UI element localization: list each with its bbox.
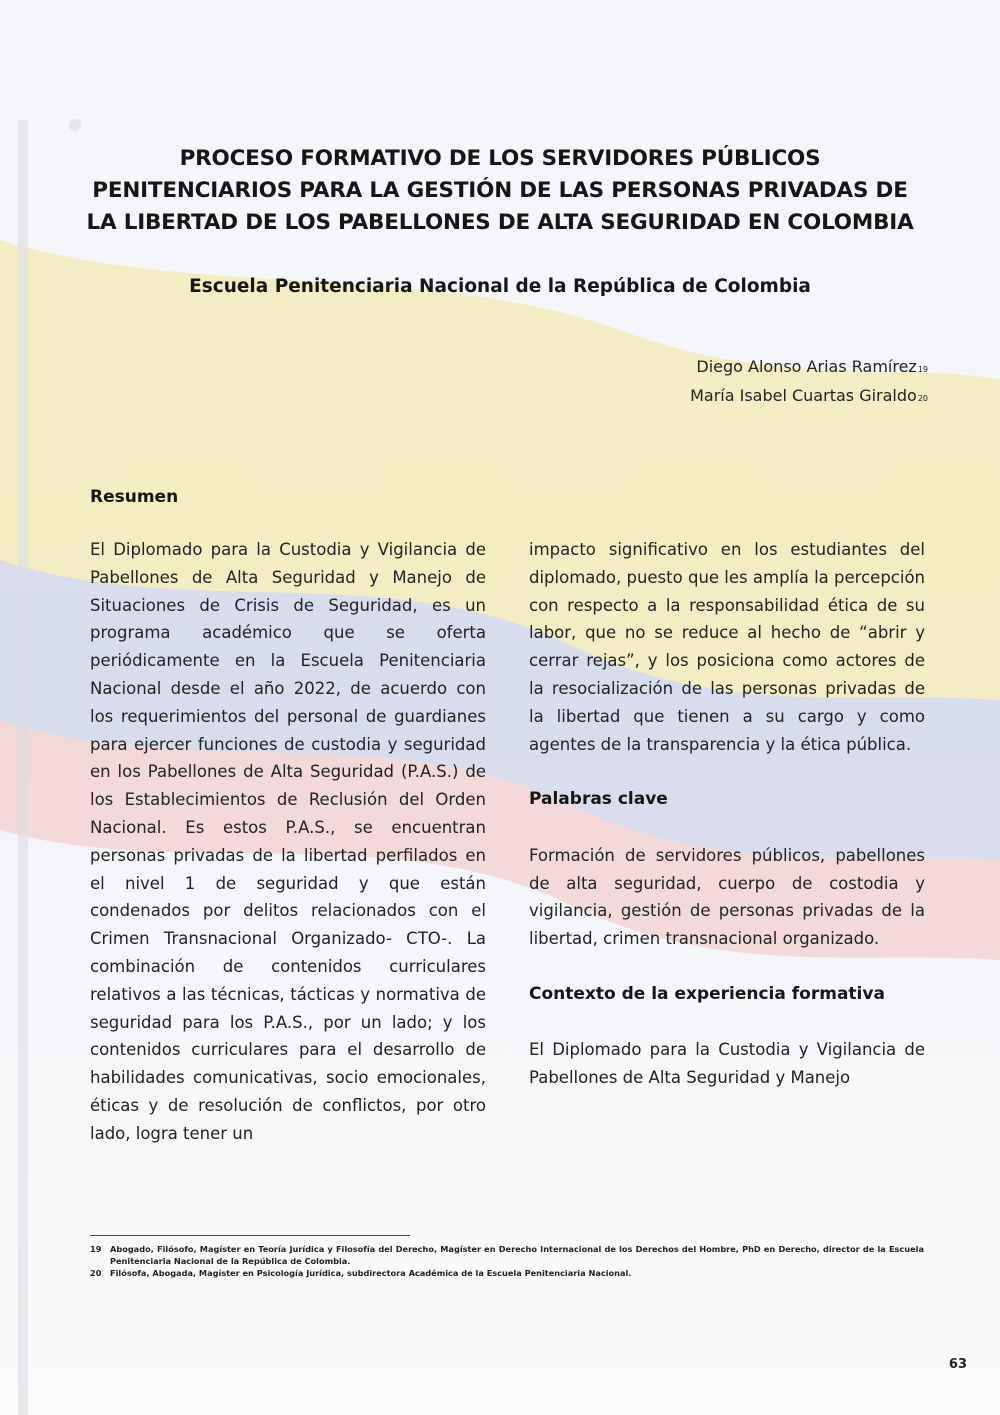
right-column bbox=[529, 536, 925, 1092]
author-line bbox=[690, 383, 928, 412]
context-heading: Contexto de la experiencia formativa bbox=[529, 983, 885, 1004]
author-name: Diego Alonso Arias Ramírez bbox=[696, 357, 917, 376]
footnote-number: 19 bbox=[90, 1244, 102, 1254]
footnote bbox=[90, 1267, 924, 1279]
footnotes bbox=[90, 1243, 924, 1279]
abstract-continuation: impacto significativo en los estudiantes del diplomado, puesto que les amplía la percepción con respecto a la responsabilidad ética de su labor, que no se reduce al hecho de “abrir y cerrar rejas”, y los posiciona como actores de la resocialización de las personas privadas de la libertad que tienen a su cargo y como agentes de la transparencia y la ética pública. bbox=[529, 540, 925, 754]
left-column bbox=[90, 536, 486, 1148]
footnote-text: Filósofa, Abogada, Magíster en Psicología Jurídica, subdirectora Académica de la Escuela Penitenciaria Nacional. bbox=[110, 1268, 632, 1278]
footnote bbox=[90, 1243, 924, 1267]
footnote-ref[interactable]: 19 bbox=[917, 365, 928, 374]
author-name: María Isabel Cuartas Giraldo bbox=[690, 386, 917, 405]
authors-block bbox=[690, 354, 928, 412]
title-line: PENITENCIARIOS PARA LA GESTIÓN DE LAS PERSONAS PRIVADAS DE bbox=[92, 178, 908, 203]
keywords-heading: Palabras clave bbox=[529, 789, 668, 810]
title-line: PROCESO FORMATIVO DE LOS SERVIDORES PÚBLICOS bbox=[179, 146, 821, 171]
footnote-number: 20 bbox=[90, 1268, 102, 1278]
footnote-ref[interactable]: 20 bbox=[917, 394, 928, 403]
footnote-text: Abogado, Filósofo, Magíster en Teoría Jurídica y Filosofía del Derecho, Magíster en Derecho Internacional de los Derechos del Hombre, PhD en Derecho, director de la Escuela Penitenciaria Nacional de la República de Colombia. bbox=[110, 1244, 924, 1266]
institution-subtitle: Escuela Penitenciaria Nacional de la República de Colombia bbox=[189, 276, 811, 297]
page-title bbox=[60, 143, 940, 239]
context-paragraph: El Diplomado para la Custodia y Vigilancia de Pabellones de Alta Seguridad y Manejo bbox=[529, 1040, 925, 1088]
footnote-divider bbox=[90, 1235, 410, 1236]
title-line: LA LIBERTAD DE LOS PABELLONES DE ALTA SEGURIDAD EN COLOMBIA bbox=[86, 210, 914, 235]
abstract-heading: Resumen bbox=[90, 487, 179, 507]
page-number: 63 bbox=[948, 1357, 967, 1372]
author-line bbox=[690, 354, 928, 383]
keywords-text: Formación de servidores públicos, pabellones de alta seguridad, cuerpo de costodia y vigilancia, gestión de personas privadas de la libertad, crimen transnacional organizado. bbox=[529, 845, 925, 949]
abstract-paragraph: El Diplomado para la Custodia y Vigilancia de Pabellones de Alta Seguridad y Manejo de Situaciones de Crisis de Seguridad, es un programa académico que se oferta periódicamente en la Escuela Penitenciaria Nacional desde el año 2022, de acuerdo con los requerimientos del personal de guardianes para ejercer funciones de custodia y seguridad en los Pabellones de Alta Seguridad (P.A.S.) de los Establecimientos de Reclusión del Orden Nacional. Es estos P.A.S., se encuentran personas privadas de la libertad perfilados en el nivel 1 de seguridad y que están condenados por delitos relacionados con el Crimen Transnacional Organizado- CTO-. La combinación de contenidos curriculares relativos a las técnicas, tácticas y normativa de seguridad para los P.A.S., por un lado; y los contenidos curriculares para el desarrollo de habilidades comunicativas, socio emocionales, éticas y de resolución de conflictos, por otro lado, logra tener un bbox=[90, 540, 486, 1143]
